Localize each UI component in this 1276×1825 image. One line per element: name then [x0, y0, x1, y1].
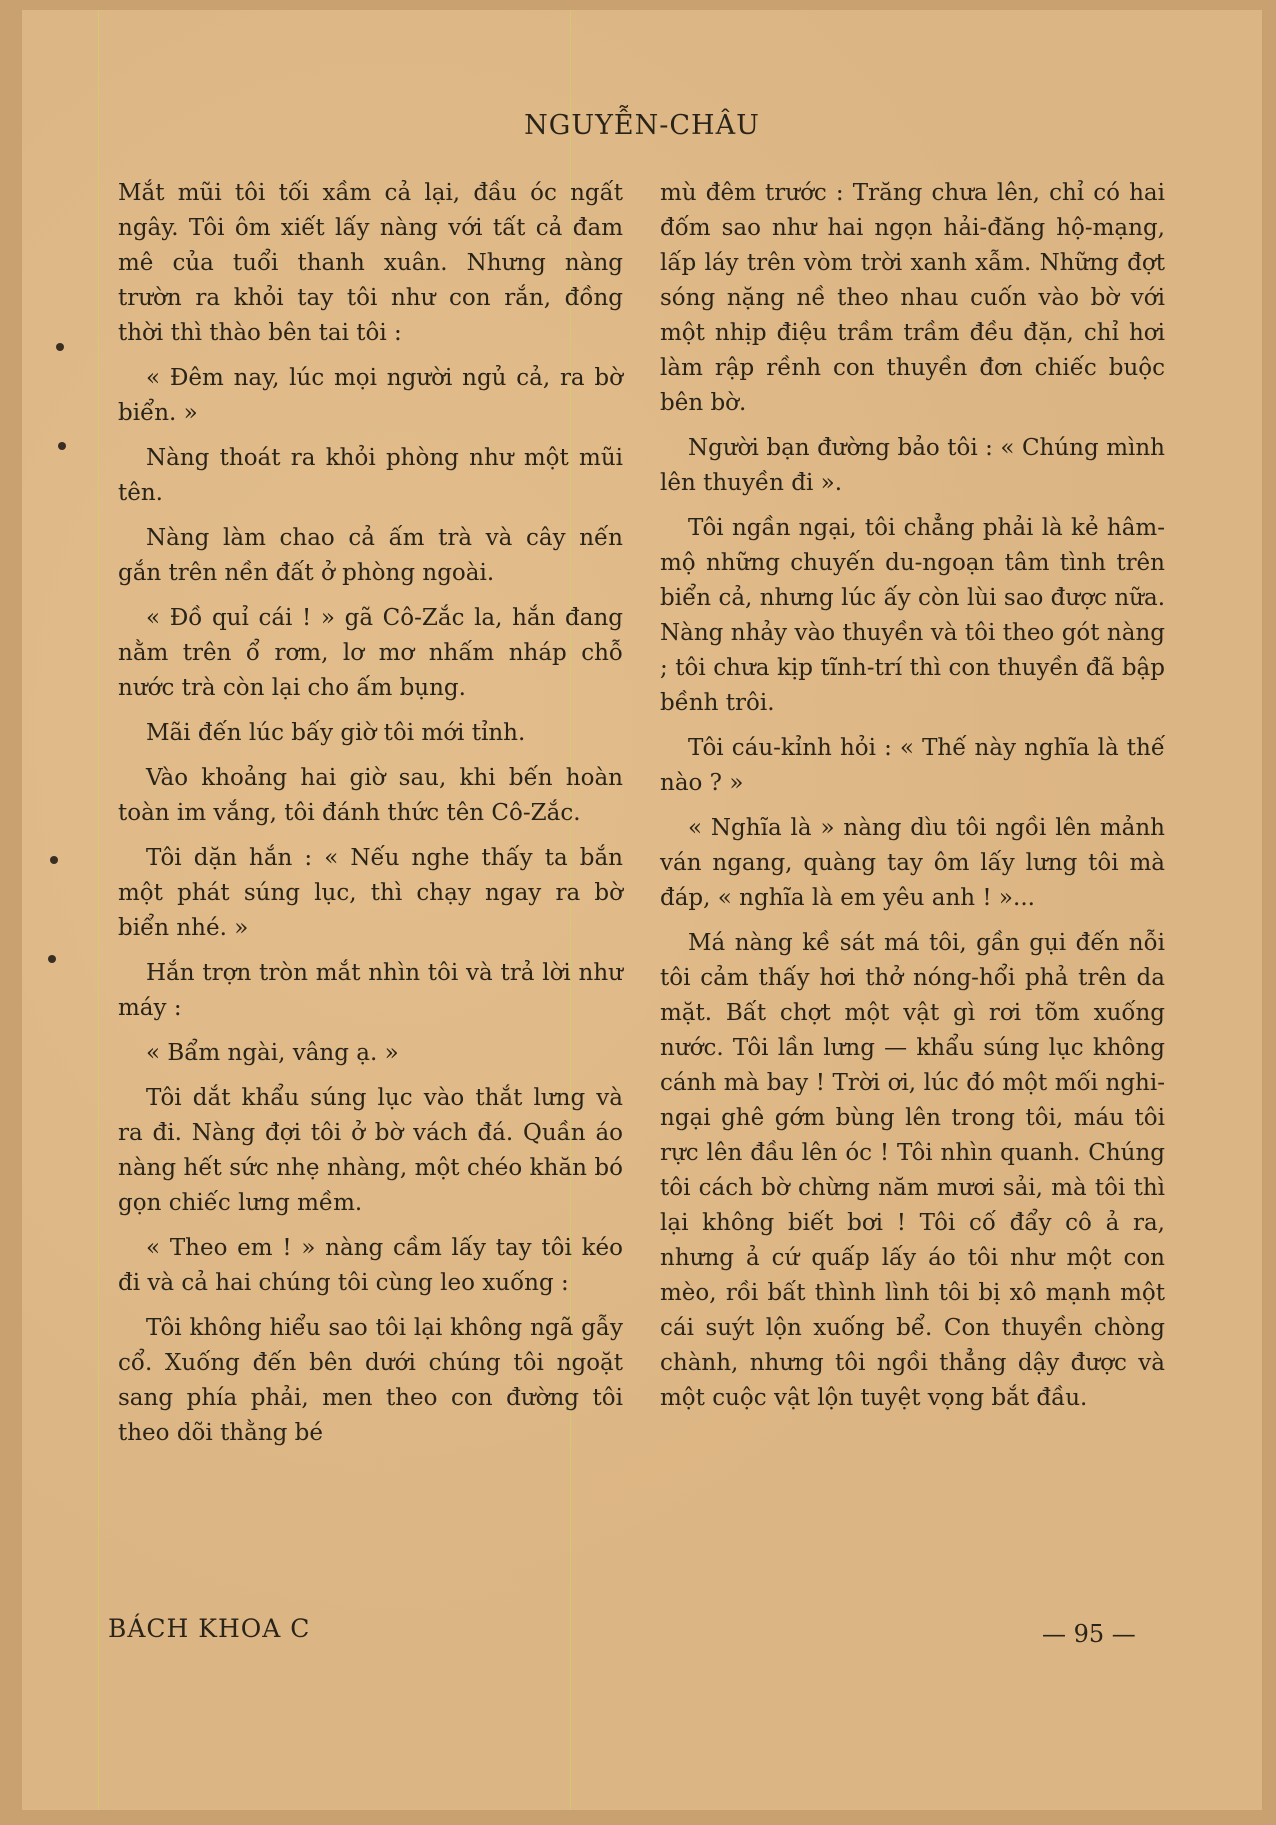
paragraph: Người bạn đường bảo tôi : « Chúng mình lên thuyền đi ».: [660, 435, 1165, 496]
paragraph: « Theo em ! » nàng cầm lấy tay tôi kéo đi và cả hai chúng tôi cùng leo xuống :: [118, 1235, 623, 1296]
running-head: NGUYỄN-CHÂU: [524, 110, 760, 141]
paragraph: « Đêm nay, lúc mọi người ngủ cả, ra bờ biển. »: [118, 365, 623, 426]
paragraph: Vào khoảng hai giờ sau, khi bến hoàn toàn im vắng, tôi đánh thức tên Cô-Zắc.: [118, 765, 623, 826]
ink-spot: [48, 955, 56, 963]
paragraph: Mãi đến lúc bấy giờ tôi mới tỉnh.: [146, 720, 526, 746]
paragraph: « Đồ quỉ cái ! » gã Cô-Zắc la, hắn đang nằm trên ổ rơm, lơ mơ nhấm nháp chỗ nước trà còn lại cho ấm bụng.: [118, 605, 623, 701]
left-column: [118, 176, 623, 1461]
paragraph: Nàng thoát ra khỏi phòng như một mũi tên.: [118, 445, 623, 506]
paragraph: Mắt mũi tôi tối xầm cả lại, đầu óc ngất ngây. Tôi ôm xiết lấy nàng với tất cả đam mê của tuổi thanh xuân. Nhưng nàng trườn ra khỏi tay tôi như con rắn, đồng thời thì thào bên tai tôi :: [118, 180, 623, 346]
paragraph: Tôi cáu-kỉnh hỏi : « Thế này nghĩa là thế nào ? »: [660, 735, 1165, 796]
paragraph: « Bẩm ngài, vâng ạ. »: [146, 1040, 399, 1066]
page-number: — 95 —: [1042, 1620, 1136, 1648]
paragraph: « Nghĩa là » nàng dìu tôi ngồi lên mảnh ván ngang, quàng tay ôm lấy lưng tôi mà đáp, « nghĩa là em yêu anh ! »...: [660, 815, 1165, 911]
paragraph: mù đêm trước : Trăng chưa lên, chỉ có hai đốm sao như hai ngọn hải-đăng hộ-mạng, lấp láy trên vòm trời xanh xẫm. Những đợt sóng nặng nề theo nhau cuốn vào bờ với một nhịp điệu trầm trầm đều đặn, chỉ hơi làm rập rềnh con thuyền đơn chiếc buộc bên bờ.: [660, 180, 1165, 416]
right-column: [660, 176, 1165, 1426]
paragraph: Má nàng kề sát má tôi, gần gụi đến nỗi tôi cảm thấy hơi thở nóng-hổi phả trên da mặt. Bất chợt một vật gì rơi tõm xuống nước. Tôi lần lưng — khẩu súng lục không cánh mà bay ! Trời ơi, lúc đó một mối nghi-ngại ghê gớm bùng lên trong tôi, máu tôi rực lên đầu lên óc ! Tôi nhìn quanh. Chúng tôi cách bờ chừng năm mươi sải, mà tôi thì lại không biết bơi ! Tôi cố đẩy cô ả ra, nhưng ả cứ quấp lấy áo tôi như một con mèo, rồi bất thình lình tôi bị xô mạnh một cái suýt lộn xuống bể. Con thuyền chòng chành, nhưng tôi ngồi thẳng dậy được và một cuộc vật lộn tuyệt vọng bắt đầu.: [660, 930, 1165, 1411]
ink-spot: [58, 442, 66, 450]
ink-spot: [56, 343, 64, 351]
ink-spot: [50, 856, 58, 864]
journal-name: BÁCH KHOA C: [108, 1614, 311, 1643]
paragraph: Hắn trợn tròn mắt nhìn tôi và trả lời như máy :: [118, 960, 623, 1021]
scanned-page: [22, 10, 1262, 1810]
paragraph: Tôi dặn hắn : « Nếu nghe thấy ta bắn một phát súng lục, thì chạy ngay ra bờ biển nhé. »: [118, 845, 623, 941]
paragraph: Nàng làm chao cả ấm trà và cây nến gắn trên nền đất ở phòng ngoài.: [118, 525, 623, 586]
fold-line-left: [98, 10, 99, 1810]
paragraph: Tôi ngần ngại, tôi chẳng phải là kẻ hâm-mộ những chuyến du-ngoạn tâm tình trên biển cả, nhưng lúc ấy còn lùi sao được nữa. Nàng nhảy vào thuyền và tôi theo gót nàng ; tôi chưa kịp tĩnh-trí thì con thuyền đã bập bềnh trôi.: [660, 515, 1165, 716]
paragraph: Tôi dắt khẩu súng lục vào thắt lưng và ra đi. Nàng đợi tôi ở bờ vách đá. Quần áo nàng hết sức nhẹ nhàng, một chéo khăn bó gọn chiếc lưng mềm.: [118, 1085, 623, 1216]
paragraph: Tôi không hiểu sao tôi lại không ngã gẫy cổ. Xuống đến bên dưới chúng tôi ngoặt sang phía phải, men theo con đường tôi theo dõi thằng bé: [118, 1315, 623, 1446]
